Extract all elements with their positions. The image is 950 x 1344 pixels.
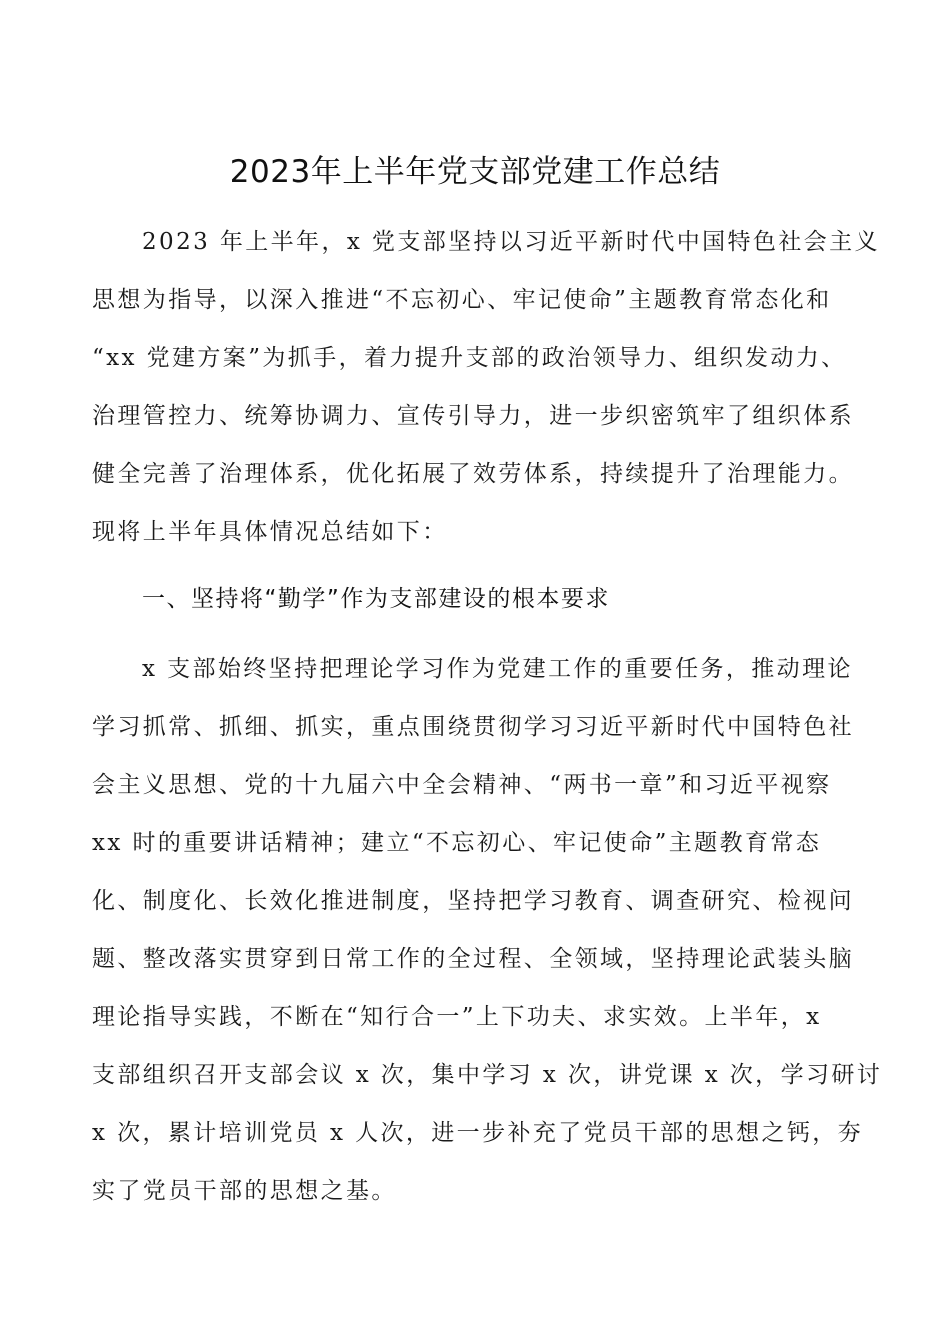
paragraph-line: 化、制度化、长效化推进制度，坚持把学习教育、调查研究、检视问: [92, 888, 854, 914]
paragraph-line: 题、整改落实贯穿到日常工作的全过程、全领域，坚持理论武装头脑: [92, 946, 854, 972]
paragraph-line: 思想为指导，以深入推进“不忘初心、牢记使命”主题教育常态化和: [92, 287, 832, 313]
paragraph-line: xx 时的重要讲话精神；建立“不忘初心、牢记使命”主题教育常态: [92, 830, 822, 856]
paragraph-line: 治理管控力、统筹协调力、宣传引导力，进一步织密筑牢了组织体系: [92, 403, 854, 429]
paragraph-line: x 次，累计培训党员 x 人次，进一步补充了党员干部的思想之钙，夯: [92, 1120, 864, 1146]
paragraph-line: 支部组织召开支部会议 x 次，集中学习 x 次，讲党课 x 次，学习研讨: [92, 1062, 883, 1088]
paragraph-line: 会主义思想、党的十九届六中全会精神、“两书一章”和习近平视察: [92, 772, 832, 798]
paragraph-line: 理论指导实践，不断在“知行合一”上下功夫、求实效。上半年，x: [92, 1004, 822, 1030]
paragraph-line: 2023 年上半年，x 党支部坚持以习近平新时代中国特色社会主义: [142, 229, 880, 255]
paragraph-line: 健全完善了治理体系，优化拓展了效劳体系，持续提升了治理能力。: [92, 461, 854, 487]
paragraph-line: 学习抓常、抓细、抓实，重点围绕贯彻学习习近平新时代中国特色社: [92, 714, 854, 740]
paragraph-line: 实了党员干部的思想之基。: [92, 1178, 397, 1204]
paragraph-line: 现将上半年具体情况总结如下：: [92, 519, 448, 545]
paragraph-line: “xx 党建方案”为抓手，着力提升支部的政治领导力、组织发动力、: [92, 345, 847, 371]
section-heading: 一、坚持将“勤学”作为支部建设的根本要求: [142, 586, 610, 612]
document-title: 2023年上半年党支部党建工作总结: [229, 154, 721, 190]
paragraph-line: x 支部始终坚持把理论学习作为党建工作的重要任务，推动理论: [142, 656, 853, 682]
